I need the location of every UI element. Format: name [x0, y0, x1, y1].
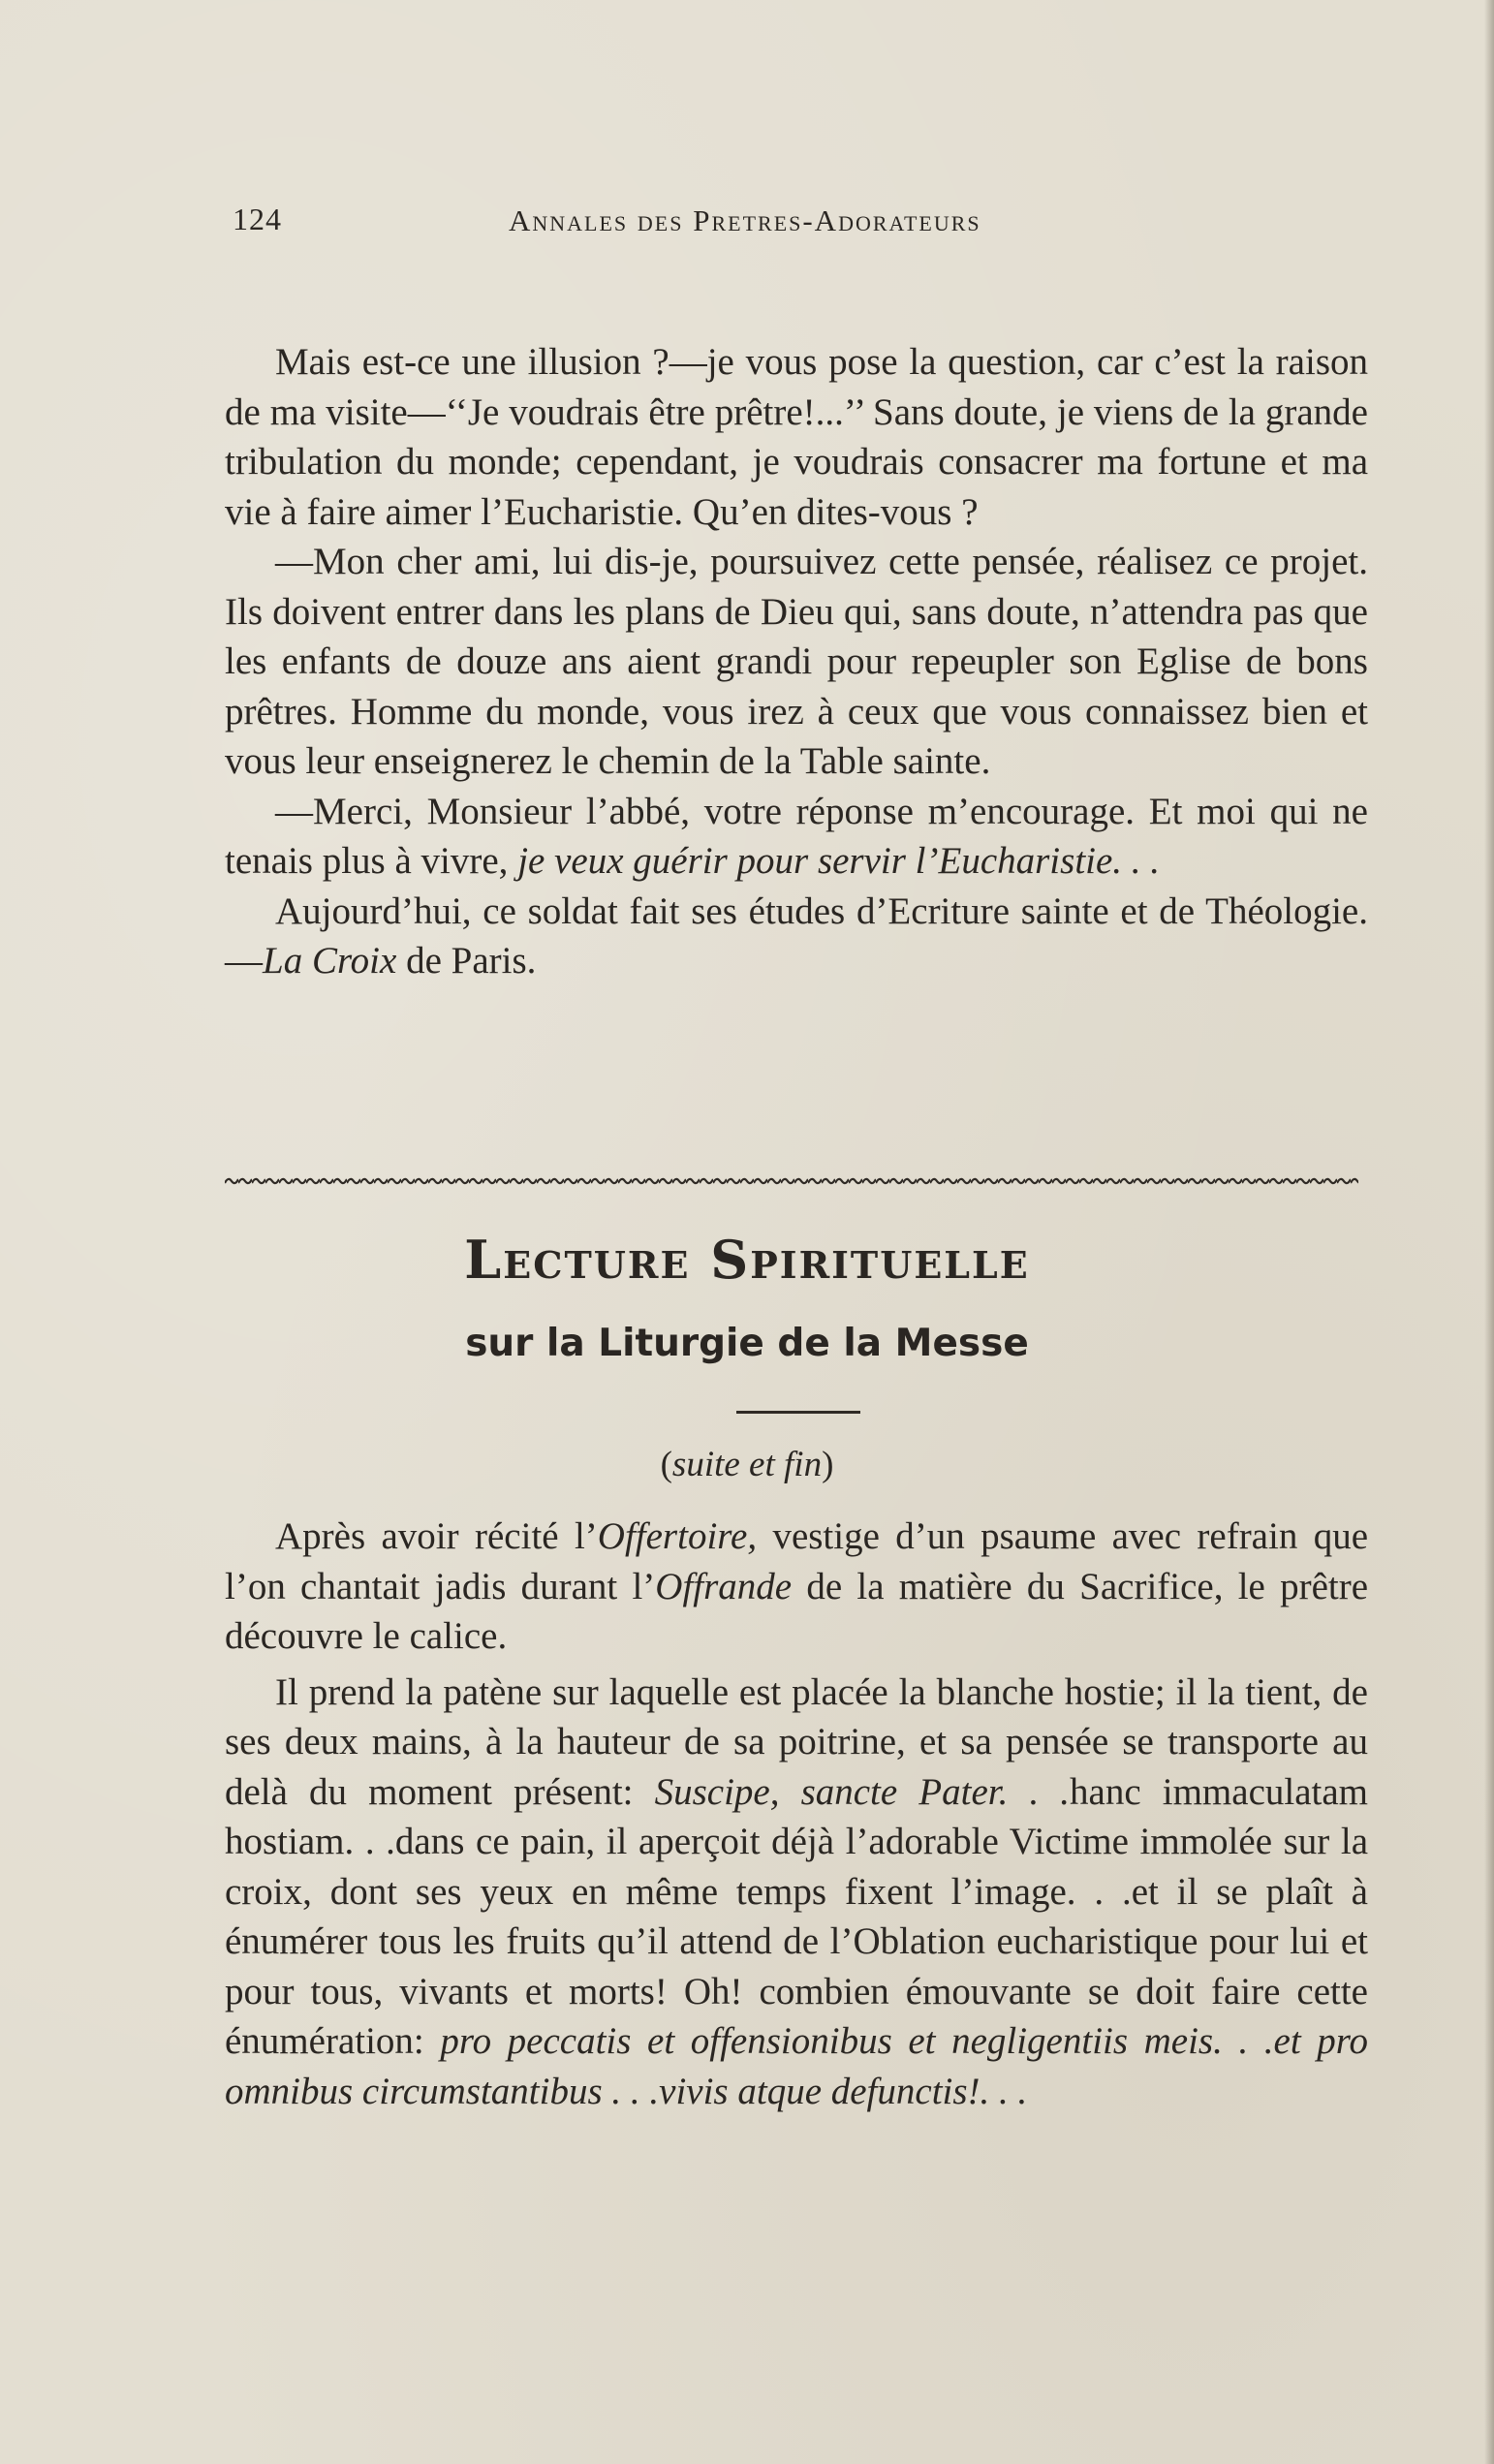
italic-text: Suscipe, sancte Pater. . .: [654, 1770, 1071, 1813]
short-divider: [736, 1411, 860, 1417]
page-header: [233, 202, 1211, 250]
paragraph-text: Aujourd’hui, ce soldat fait ses études d’Ecriture sainte et de Théologie.—: [225, 889, 1368, 982]
paragraph: [225, 1668, 1368, 2117]
paragraph: [225, 337, 1368, 537]
paragraph: [225, 887, 1368, 986]
continuation-note: [0, 1444, 1494, 1485]
ornamental-divider: [225, 1174, 1358, 1188]
paragraph-text: —Mon cher ami, lui dis-je, poursuivez cette pensée, réalisez ce projet. Ils doivent entrer dans les plans de Dieu qui, sans doute, n’attendra pas que les enfants de douze ans aient grandi pour repeupler son Eglise de bons prêtres. Homme du monde, vous irez à ceux que vous connaissez bien et vous leur enseignerez le chemin de la Table sainte.: [225, 541, 1368, 782]
paragraph: [225, 787, 1368, 887]
running-head: Annales des Pretres-Adorateurs: [509, 203, 981, 237]
reading-text: [225, 1512, 1368, 2116]
paragraph-text: Après avoir récité l’: [275, 1515, 598, 1557]
italic-text: je veux guérir pour servir l’Eucharistie. . .: [517, 840, 1161, 882]
paragraph-text: Mais est-ce une illusion ?—je vous pose la question, car c’est la raison de ma visite—‘‘Je voudrais être prêtre!...’’ Sans doute, je viens de la grande tribulation du monde; cependant, je voudrais consacrer ma fortune et ma vie à faire aimer l’Eucharistie. Qu’en dites-vous ?: [225, 341, 1368, 533]
paragraph-text: Il prend la patène sur laquelle est placée la blanche hostie; il la tient, de ses deux mains, à la hauteur de sa poitrine, et sa pensée se transporte au delà du moment présent:: [225, 1670, 1368, 1813]
italic-text: Offrande: [655, 1565, 793, 1607]
paren-open: (: [660, 1445, 672, 1484]
paragraph-text: —Merci, Monsieur l’abbé, votre réponse m’encourage. Et moi qui ne tenais plus à vivre,: [225, 790, 1368, 882]
italic-text: Offertoire,: [597, 1515, 758, 1557]
continuation-text: suite et fin: [671, 1445, 823, 1484]
paragraph-text: de la matière du Sacrifice, le prêtre découvre le calice.: [225, 1565, 1369, 1657]
paragraph: [225, 537, 1368, 787]
paragraph-text: hanc immaculatam hostiam. . .dans ce pain, il aperçoit déjà l’adorable Victime immolée sur la croix, dont ses yeux en même temps fixent l’image. . .et il se plaît à énumérer tous les fruits qu’il attend de l’Oblation eucharistique pour lui et pour tous, vivants et morts! Oh! combien émouvante se doit faire cette énumération:: [225, 1770, 1369, 2062]
letter-text: [225, 337, 1368, 986]
paren-close: ): [822, 1445, 834, 1484]
paragraph-text: vestige d’un psaume avec refrain que l’on chantait jadis durant l’: [225, 1515, 1369, 1607]
paragraph-text: de Paris.: [396, 940, 537, 982]
italic-text: La Croix: [263, 940, 397, 982]
section-title: Lecture Spirituelle: [464, 1229, 1030, 1291]
paragraph: [225, 1512, 1368, 1662]
section-subtitle: sur la Liturgie de la Messe: [465, 1322, 1029, 1365]
page-number: 124: [233, 202, 282, 236]
italic-text: pro peccatis et offensionibus et negligentiis meis. . .et pro omnibus circumstantibus . . .vivis atque defunctis!. . .: [225, 2020, 1368, 2112]
